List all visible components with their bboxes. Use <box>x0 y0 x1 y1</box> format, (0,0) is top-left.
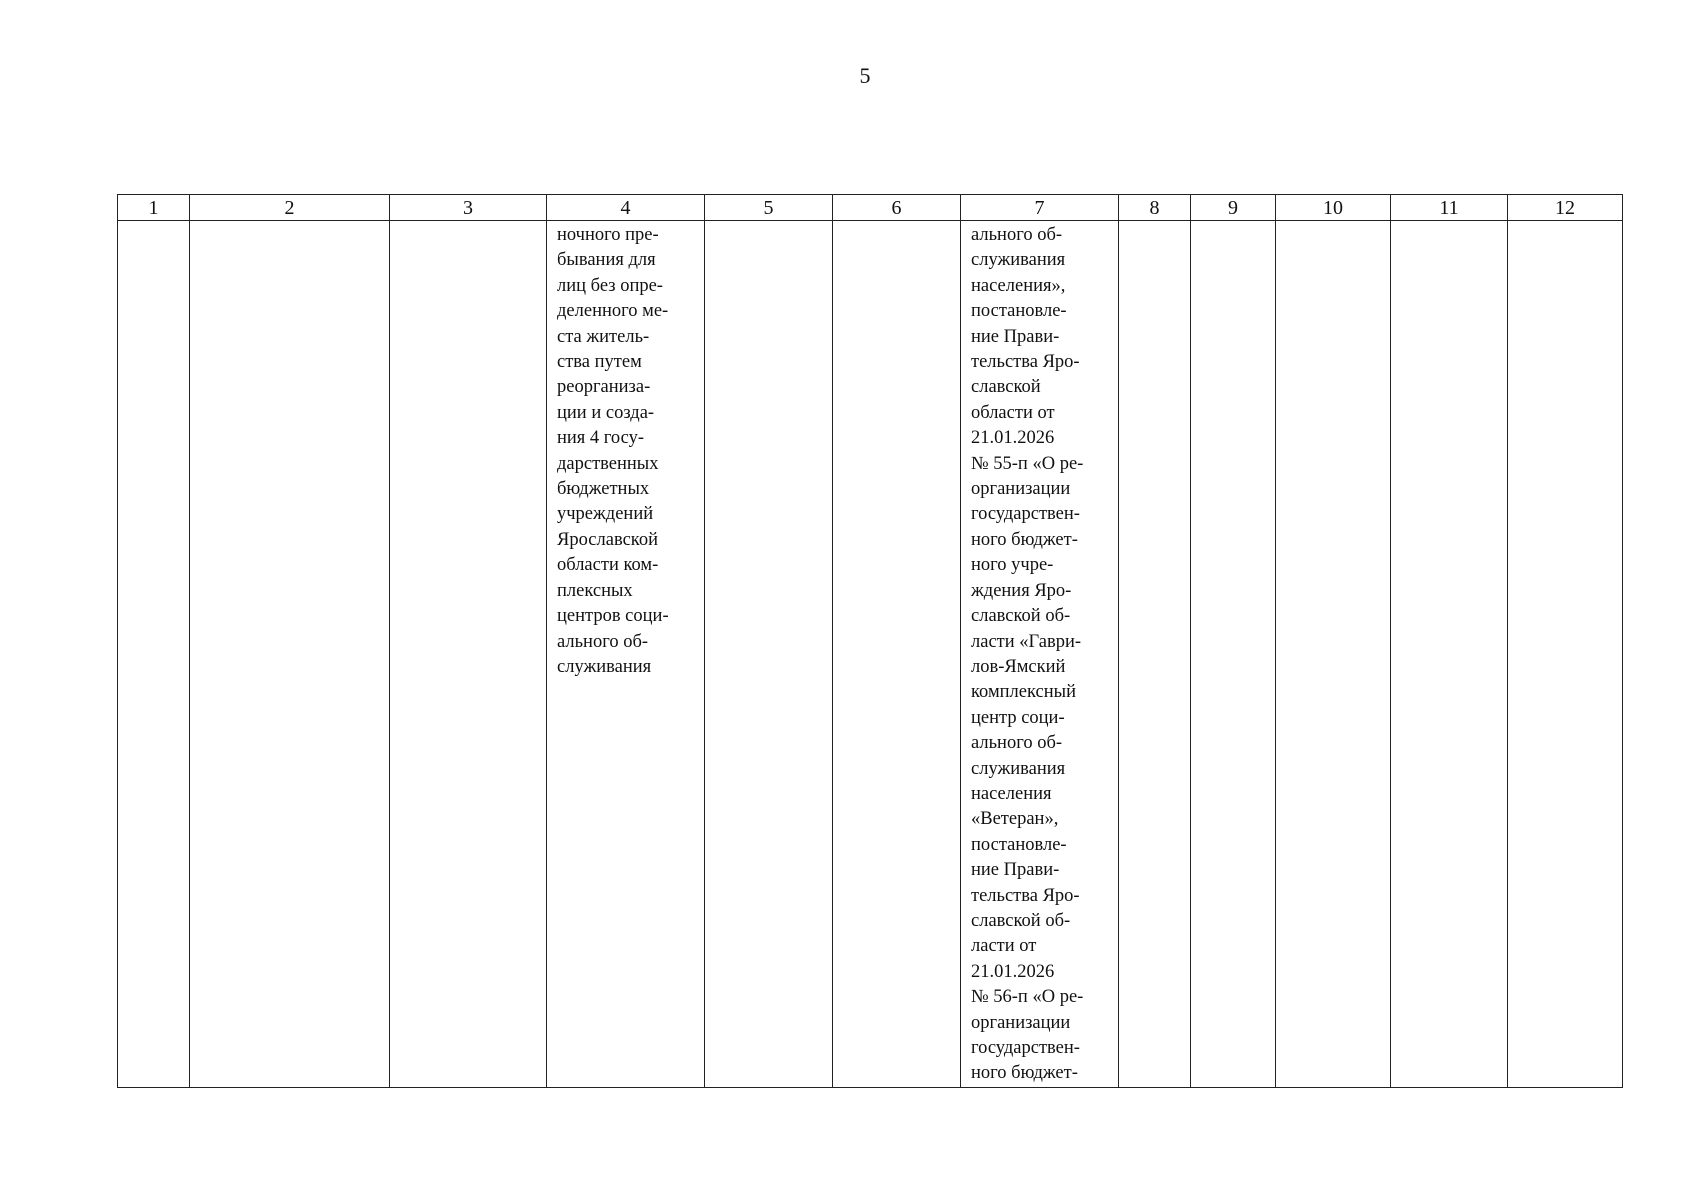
cell-col-7 <box>961 221 1119 1088</box>
cell-text-line: ального об- <box>971 733 1063 754</box>
cell-text-line: области ком- <box>557 555 659 576</box>
cell-text-line: Ярославской <box>557 529 658 550</box>
cell-text-line: ласти от <box>971 936 1037 957</box>
cell-text-line: области от <box>971 402 1055 423</box>
cell-text-line: 21.01.2026 <box>971 428 1055 449</box>
document-table <box>117 194 1623 1088</box>
cell-text-line: бюджетных <box>557 479 650 500</box>
cell-text-line: «Ветеран», <box>971 809 1059 830</box>
cell-text-line: № 56-п «О ре- <box>971 987 1084 1008</box>
cell-text-line: ального об- <box>557 631 649 652</box>
cell-text-line: лиц без опре- <box>557 275 663 296</box>
column-header-9: 9 <box>1191 195 1276 221</box>
header-row <box>118 195 1623 221</box>
cell-col-8 <box>1119 221 1191 1088</box>
cell-text-line: реорганиза- <box>557 377 651 398</box>
cell-text-line: ции и созда- <box>557 402 655 423</box>
cell-text-line: комплексный <box>971 682 1076 703</box>
cell-col-9 <box>1191 221 1276 1088</box>
cell-text-line: ного учре- <box>971 555 1054 576</box>
cell-col-12 <box>1508 221 1623 1088</box>
column-header-3: 3 <box>390 195 547 221</box>
column-header-8: 8 <box>1119 195 1191 221</box>
cell-col-1 <box>118 221 190 1088</box>
cell-text-line: тельства Яро- <box>971 352 1080 373</box>
cell-text-line: учреждений <box>557 504 654 525</box>
cell-text-line: ласти «Гаври- <box>971 631 1082 652</box>
column-header-10: 10 <box>1276 195 1391 221</box>
cell-text-line: постановле- <box>971 301 1067 322</box>
cell-text-line: 21.01.2026 <box>971 961 1055 982</box>
cell-text-line: деленного ме- <box>557 301 669 322</box>
column-header-2: 2 <box>190 195 390 221</box>
cell-col-10 <box>1276 221 1391 1088</box>
cell-text-line: № 55-п «О ре- <box>971 453 1084 474</box>
cell-text-line: ного бюджет- <box>971 1063 1078 1084</box>
column-header-7: 7 <box>961 195 1119 221</box>
cell-text-line: дарственных <box>557 453 659 474</box>
column-header-5: 5 <box>705 195 833 221</box>
cell-text-line: организации <box>971 1012 1071 1033</box>
cell-text-line: бывания для <box>557 250 656 271</box>
cell-text-line: лов-Ямский <box>971 656 1066 677</box>
cell-text-line: населения <box>971 783 1052 804</box>
page-number: 5 <box>859 63 871 88</box>
cell-text-line: населения», <box>971 275 1066 296</box>
cell-col-5 <box>705 221 833 1088</box>
cell-text-line: постановле- <box>971 834 1067 855</box>
cell-col-7-text <box>961 221 1118 1087</box>
cell-text-line: центров соци- <box>557 606 669 627</box>
cell-text-line: ждения Яро- <box>971 580 1072 601</box>
cell-col-11 <box>1391 221 1508 1088</box>
column-header-1: 1 <box>118 195 190 221</box>
cell-text-line: ста житель- <box>557 326 650 347</box>
column-header-11: 11 <box>1391 195 1508 221</box>
column-header-4: 4 <box>547 195 705 221</box>
cell-col-3 <box>390 221 547 1088</box>
cell-text-line: славской об- <box>971 910 1071 931</box>
cell-text-line: ального об- <box>971 225 1063 245</box>
cell-text-line: государствен- <box>971 504 1080 525</box>
cell-text-line: ние Прави- <box>971 860 1060 881</box>
cell-text-line: государствен- <box>971 1038 1080 1058</box>
cell-text-line: ного бюджет- <box>971 529 1078 550</box>
table-row <box>118 221 1623 1088</box>
cell-col-2 <box>190 221 390 1088</box>
cell-text-line: центр соци- <box>971 707 1065 728</box>
cell-text-line: служивания <box>971 250 1066 271</box>
cell-text-line: служивания <box>971 758 1066 779</box>
cell-text-line: ния 4 госу- <box>557 428 645 449</box>
cell-text-line: служивания <box>557 656 652 677</box>
cell-col-6 <box>833 221 961 1088</box>
cell-text-line: славской об- <box>971 606 1071 627</box>
column-header-12: 12 <box>1508 195 1623 221</box>
cell-col-4 <box>547 221 705 1088</box>
cell-text-line: ние Прави- <box>971 326 1060 347</box>
column-header-6: 6 <box>833 195 961 221</box>
cell-col-4-text <box>547 221 704 680</box>
cell-text-line: славской <box>971 377 1041 398</box>
cell-text-line: организации <box>971 479 1071 500</box>
cell-text-line: ночного пре- <box>557 225 659 245</box>
cell-text-line: тельства Яро- <box>971 885 1080 906</box>
cell-text-line: плексных <box>557 580 633 601</box>
cell-text-line: ства путем <box>557 352 642 373</box>
